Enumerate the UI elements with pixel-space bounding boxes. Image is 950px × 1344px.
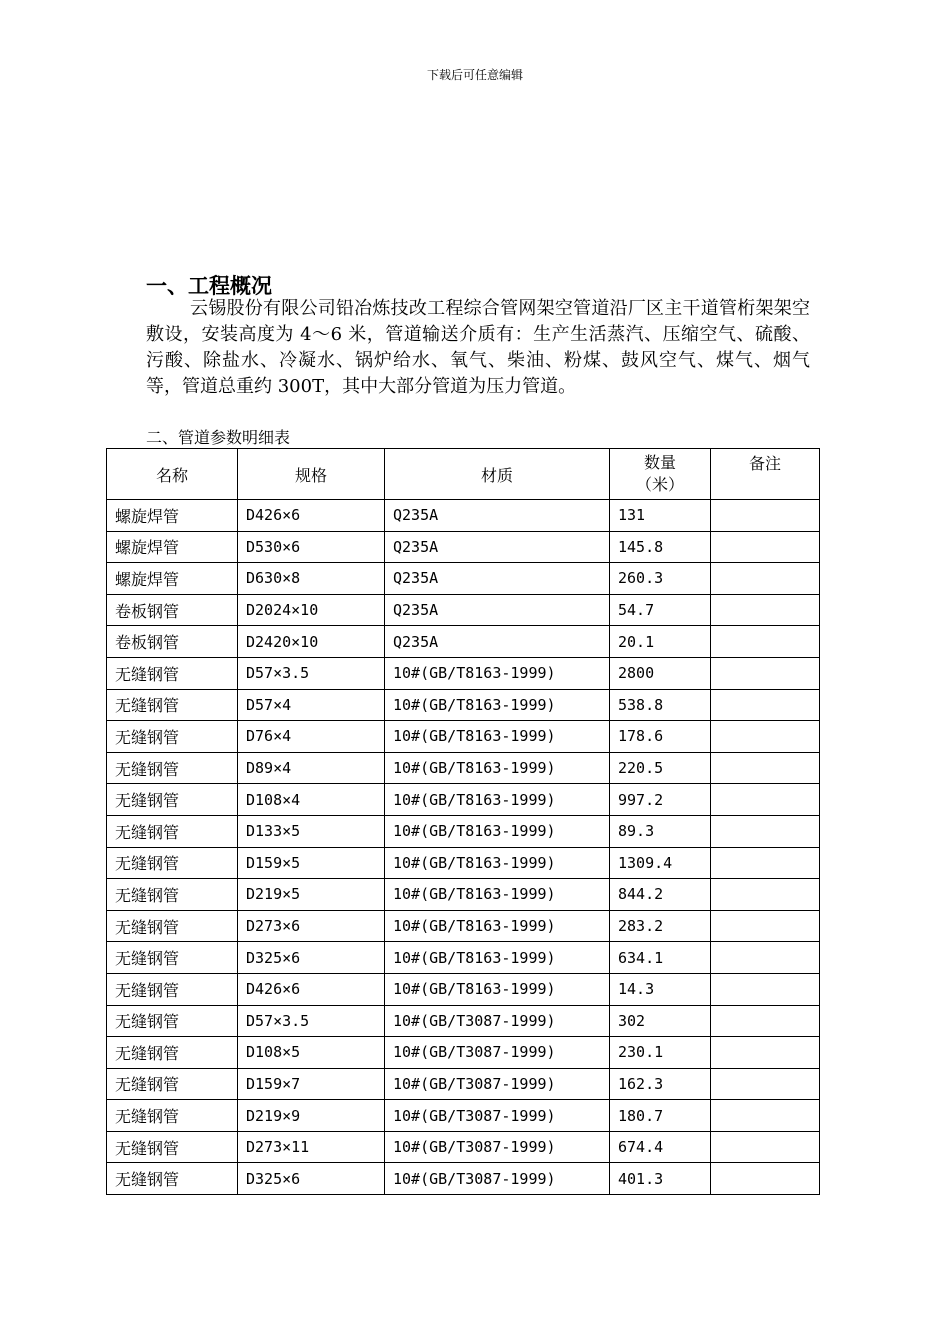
table-row: [107, 1131, 820, 1163]
cell-material: Q235A: [385, 626, 610, 658]
cell-quantity: 2800: [610, 657, 711, 689]
cell-material: 10#(GB/T3087-1999): [385, 1068, 610, 1100]
cell-quantity: 997.2: [610, 784, 711, 816]
cell-note: [711, 1163, 820, 1195]
cell-name: 无缝钢管: [107, 1037, 238, 1069]
cell-note: [711, 1131, 820, 1163]
cell-quantity: 260.3: [610, 563, 711, 595]
cell-name: 无缝钢管: [107, 942, 238, 974]
table-row: [107, 847, 820, 879]
table-row: [107, 721, 820, 753]
cell-spec: D57×3.5: [238, 657, 385, 689]
cell-spec: D133×5: [238, 815, 385, 847]
cell-material: Q235A: [385, 531, 610, 563]
cell-note: [711, 1005, 820, 1037]
cell-note: [711, 500, 820, 532]
cell-note: [711, 942, 820, 974]
cell-note: [711, 689, 820, 721]
cell-quantity: 283.2: [610, 910, 711, 942]
cell-spec: D76×4: [238, 721, 385, 753]
cell-material: Q235A: [385, 594, 610, 626]
cell-material: 10#(GB/T8163-1999): [385, 784, 610, 816]
cell-spec: D108×4: [238, 784, 385, 816]
cell-quantity: 538.8: [610, 689, 711, 721]
header-spec: 规格: [238, 449, 385, 500]
cell-spec: D530×6: [238, 531, 385, 563]
cell-spec: D2024×10: [238, 594, 385, 626]
cell-note: [711, 752, 820, 784]
cell-spec: D89×4: [238, 752, 385, 784]
pipe-parameter-table: [106, 448, 820, 1195]
table-row: [107, 1005, 820, 1037]
cell-name: 无缝钢管: [107, 1163, 238, 1195]
table-row: [107, 973, 820, 1005]
cell-name: 无缝钢管: [107, 721, 238, 753]
cell-spec: D273×6: [238, 910, 385, 942]
table-row: [107, 626, 820, 658]
cell-note: [711, 594, 820, 626]
cell-material: 10#(GB/T8163-1999): [385, 973, 610, 1005]
cell-material: 10#(GB/T8163-1999): [385, 942, 610, 974]
cell-note: [711, 1068, 820, 1100]
cell-name: 无缝钢管: [107, 815, 238, 847]
overview-paragraph: 云锡股份有限公司铅冶炼技改工程综合管网架空管道沿厂区主干道管桁架架空敷设，安装高度为 4～6 米，管道输送介质有：生产生活蒸汽、压缩空气、硫酸、污酸、除盐水、冷凝水、锅炉给水、氧气、柴油、粉煤、鼓风空气、煤气、烟气等，管道总重约 300T，其中大部分管道为压力管道。: [146, 298, 810, 397]
header-quantity-label: 数量: [643, 453, 676, 472]
table-row: [107, 1100, 820, 1132]
cell-material: 10#(GB/T8163-1999): [385, 689, 610, 721]
header-quantity: [610, 449, 711, 500]
cell-material: 10#(GB/T3087-1999): [385, 1037, 610, 1069]
table-row: [107, 784, 820, 816]
cell-material: 10#(GB/T3087-1999): [385, 1005, 610, 1037]
cell-quantity: 14.3: [610, 973, 711, 1005]
cell-name: 螺旋焊管: [107, 500, 238, 532]
cell-spec: D159×7: [238, 1068, 385, 1100]
table-row: [107, 500, 820, 532]
cell-material: 10#(GB/T3087-1999): [385, 1131, 610, 1163]
table-row: [107, 563, 820, 595]
cell-name: 螺旋焊管: [107, 531, 238, 563]
cell-material: 10#(GB/T8163-1999): [385, 910, 610, 942]
cell-quantity: 131: [610, 500, 711, 532]
cell-material: Q235A: [385, 563, 610, 595]
cell-note: [711, 847, 820, 879]
cell-note: [711, 879, 820, 911]
cell-spec: D630×8: [238, 563, 385, 595]
cell-name: 无缝钢管: [107, 1131, 238, 1163]
cell-quantity: 145.8: [610, 531, 711, 563]
cell-quantity: 162.3: [610, 1068, 711, 1100]
table-body: [107, 500, 820, 1195]
cell-name: 无缝钢管: [107, 784, 238, 816]
cell-name: 无缝钢管: [107, 1068, 238, 1100]
table-row: [107, 1068, 820, 1100]
header-name: 名称: [107, 449, 238, 500]
cell-material: 10#(GB/T8163-1999): [385, 752, 610, 784]
section-title-overview: 一、工程概况: [146, 274, 272, 298]
cell-name: 无缝钢管: [107, 910, 238, 942]
cell-spec: D57×4: [238, 689, 385, 721]
table-row: [107, 689, 820, 721]
cell-spec: D325×6: [238, 942, 385, 974]
table-row: [107, 531, 820, 563]
table-row: [107, 752, 820, 784]
cell-spec: D108×5: [238, 1037, 385, 1069]
cell-quantity: 230.1: [610, 1037, 711, 1069]
cell-name: 卷板钢管: [107, 594, 238, 626]
cell-name: 卷板钢管: [107, 626, 238, 658]
table-header-row: [107, 449, 820, 500]
cell-material: 10#(GB/T8163-1999): [385, 721, 610, 753]
cell-material: 10#(GB/T8163-1999): [385, 847, 610, 879]
cell-note: [711, 531, 820, 563]
cell-name: 螺旋焊管: [107, 563, 238, 595]
cell-note: [711, 815, 820, 847]
header-note: 备注: [711, 449, 820, 500]
cell-note: [711, 563, 820, 595]
cell-spec: D219×9: [238, 1100, 385, 1132]
cell-quantity: 54.7: [610, 594, 711, 626]
cell-name: 无缝钢管: [107, 689, 238, 721]
cell-material: 10#(GB/T8163-1999): [385, 879, 610, 911]
cell-name: 无缝钢管: [107, 879, 238, 911]
cell-spec: D426×6: [238, 973, 385, 1005]
cell-note: [711, 973, 820, 1005]
cell-name: 无缝钢管: [107, 657, 238, 689]
cell-quantity: 674.4: [610, 1131, 711, 1163]
cell-spec: D273×11: [238, 1131, 385, 1163]
table-row: [107, 942, 820, 974]
table-row: [107, 910, 820, 942]
cell-spec: D57×3.5: [238, 1005, 385, 1037]
table-row: [107, 594, 820, 626]
cell-note: [711, 784, 820, 816]
cell-name: 无缝钢管: [107, 1005, 238, 1037]
cell-note: [711, 1100, 820, 1132]
cell-material: Q235A: [385, 500, 610, 532]
cell-quantity: 1309.4: [610, 847, 711, 879]
table-title: 二、管道参数明细表: [146, 428, 291, 447]
header-quantity-unit: （米）: [635, 475, 684, 494]
cell-note: [711, 721, 820, 753]
header-material: 材质: [385, 449, 610, 500]
cell-quantity: 401.3: [610, 1163, 711, 1195]
table-row: [107, 1163, 820, 1195]
cell-quantity: 180.7: [610, 1100, 711, 1132]
cell-name: 无缝钢管: [107, 973, 238, 1005]
cell-name: 无缝钢管: [107, 752, 238, 784]
table-row: [107, 879, 820, 911]
cell-quantity: 20.1: [610, 626, 711, 658]
cell-note: [711, 910, 820, 942]
cell-name: 无缝钢管: [107, 1100, 238, 1132]
cell-note: [711, 626, 820, 658]
cell-spec: D219×5: [238, 879, 385, 911]
cell-spec: D325×6: [238, 1163, 385, 1195]
cell-material: 10#(GB/T3087-1999): [385, 1100, 610, 1132]
cell-material: 10#(GB/T8163-1999): [385, 815, 610, 847]
table-row: [107, 1037, 820, 1069]
cell-material: 10#(GB/T8163-1999): [385, 657, 610, 689]
page-header-note: 下载后可任意编辑: [426, 68, 523, 82]
cell-spec: D2420×10: [238, 626, 385, 658]
cell-note: [711, 1037, 820, 1069]
cell-quantity: 634.1: [610, 942, 711, 974]
table-row: [107, 657, 820, 689]
cell-name: 无缝钢管: [107, 847, 238, 879]
cell-quantity: 844.2: [610, 879, 711, 911]
cell-quantity: 302: [610, 1005, 711, 1037]
cell-quantity: 89.3: [610, 815, 711, 847]
cell-spec: D159×5: [238, 847, 385, 879]
cell-spec: D426×6: [238, 500, 385, 532]
cell-material: 10#(GB/T3087-1999): [385, 1163, 610, 1195]
table-row: [107, 815, 820, 847]
cell-note: [711, 657, 820, 689]
cell-quantity: 220.5: [610, 752, 711, 784]
cell-quantity: 178.6: [610, 721, 711, 753]
